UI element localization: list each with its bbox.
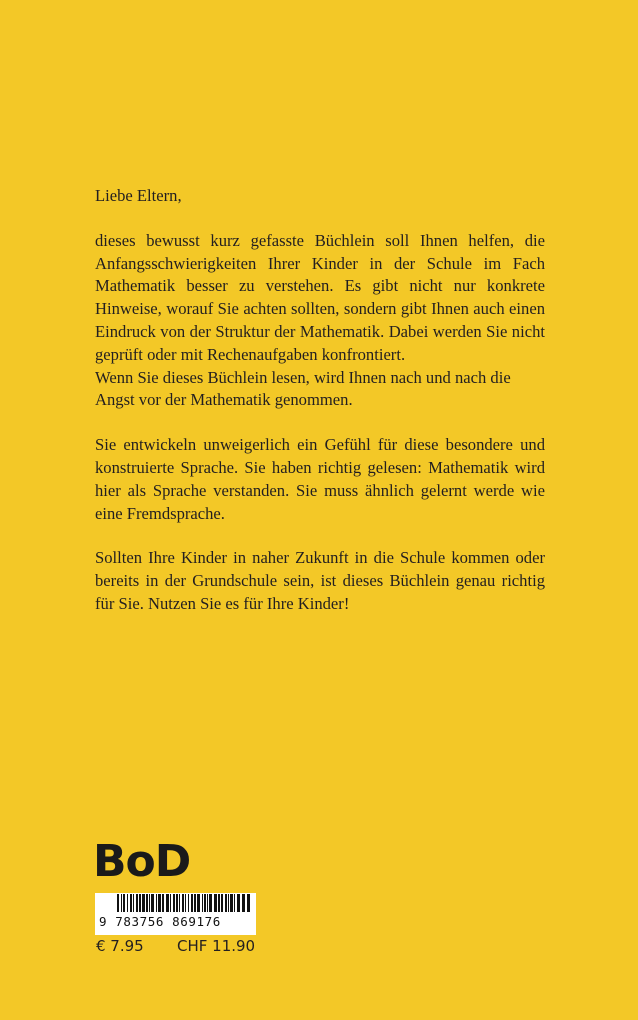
blurb-paragraph-1: dieses bewusst kurz gefasste Büchlein soll Ihnen helfen, die Anfangsschwierigkeiten Ihrer Kinder in der Schule im Fach Mathematik besser zu verstehen. Es gibt nicht nur konkrete Hinweise, worauf Sie achten sollten, sondern gibt Ihnen auch einen Eindruck von der Struktur der Mathematik. Dabei werden Sie nicht geprüft oder mit Rechenaufgaben konfrontiert. bbox=[95, 230, 545, 364]
barcode-bar bbox=[185, 894, 186, 912]
barcode-bar bbox=[182, 894, 184, 912]
barcode-bar bbox=[214, 894, 217, 912]
barcode-bars bbox=[95, 893, 256, 913]
barcode-bar bbox=[207, 894, 208, 912]
barcode-bar bbox=[188, 894, 189, 912]
barcode-bar bbox=[130, 894, 132, 912]
barcode-bar bbox=[127, 894, 128, 912]
salutation: Liebe Eltern, bbox=[95, 186, 182, 205]
barcode-bar bbox=[209, 894, 212, 912]
barcode-bar bbox=[218, 894, 220, 912]
barcode-bar bbox=[247, 894, 250, 912]
barcode-bar bbox=[156, 894, 157, 912]
barcode-bar bbox=[228, 894, 229, 912]
barcode-bar bbox=[117, 894, 119, 912]
barcode-bar bbox=[197, 894, 200, 912]
blurb-text bbox=[95, 185, 545, 616]
isbn-barcode bbox=[95, 893, 256, 935]
barcode-bar bbox=[139, 894, 141, 912]
barcode-bar bbox=[191, 894, 193, 912]
barcode-bar bbox=[194, 894, 196, 912]
barcode-bar bbox=[133, 894, 134, 912]
barcode-bar bbox=[170, 894, 171, 912]
barcode-bar bbox=[142, 894, 145, 912]
barcode-bar bbox=[242, 894, 245, 912]
blurb-paragraph-3: Sie entwickeln unweigerlich ein Gefühl für diese besondere und konstruierte Sprache. Sie haben richtig gelesen: Mathematik wird hier als Sprache verstanden. Sie muss ähnlich gelernt werde wie eine Fremdsprache. bbox=[95, 435, 545, 523]
price-eur: € 7.95 bbox=[96, 937, 144, 955]
barcode-bar bbox=[176, 894, 178, 912]
isbn-digits: 9 783756 869176 bbox=[99, 914, 221, 929]
barcode-bar bbox=[146, 894, 148, 912]
barcode-bar bbox=[179, 894, 180, 912]
barcode-bar bbox=[225, 894, 227, 912]
publisher-logo: BoD bbox=[93, 836, 191, 887]
barcode-bar bbox=[151, 894, 154, 912]
price-chf: CHF 11.90 bbox=[177, 937, 256, 955]
blurb-paragraph-2: Wenn Sie dieses Büchlein lesen, wird Ihnen nach und nach die Angst vor der Mathematik genommen. bbox=[95, 367, 511, 410]
barcode-bar bbox=[234, 894, 235, 912]
barcode-bar bbox=[237, 894, 240, 912]
barcode-bar bbox=[204, 894, 206, 912]
barcode-bar bbox=[173, 894, 175, 912]
barcode-bar bbox=[230, 894, 233, 912]
barcode-bar bbox=[149, 894, 150, 912]
barcode-bar bbox=[166, 894, 169, 912]
barcode-bar bbox=[221, 894, 223, 912]
barcode-bar bbox=[162, 894, 164, 912]
barcode-bar bbox=[202, 894, 203, 912]
barcode-bar bbox=[123, 894, 125, 912]
barcode-bar bbox=[158, 894, 161, 912]
barcode-bar bbox=[136, 894, 138, 912]
barcode-bar bbox=[121, 894, 122, 912]
blurb-paragraph-4: Sollten Ihre Kinder in naher Zukunft in die Schule kommen oder bereits in der Grundschule sein, ist dieses Büchlein genau richtig für Sie. Nutzen Sie es für Ihre Kinder! bbox=[95, 548, 545, 613]
